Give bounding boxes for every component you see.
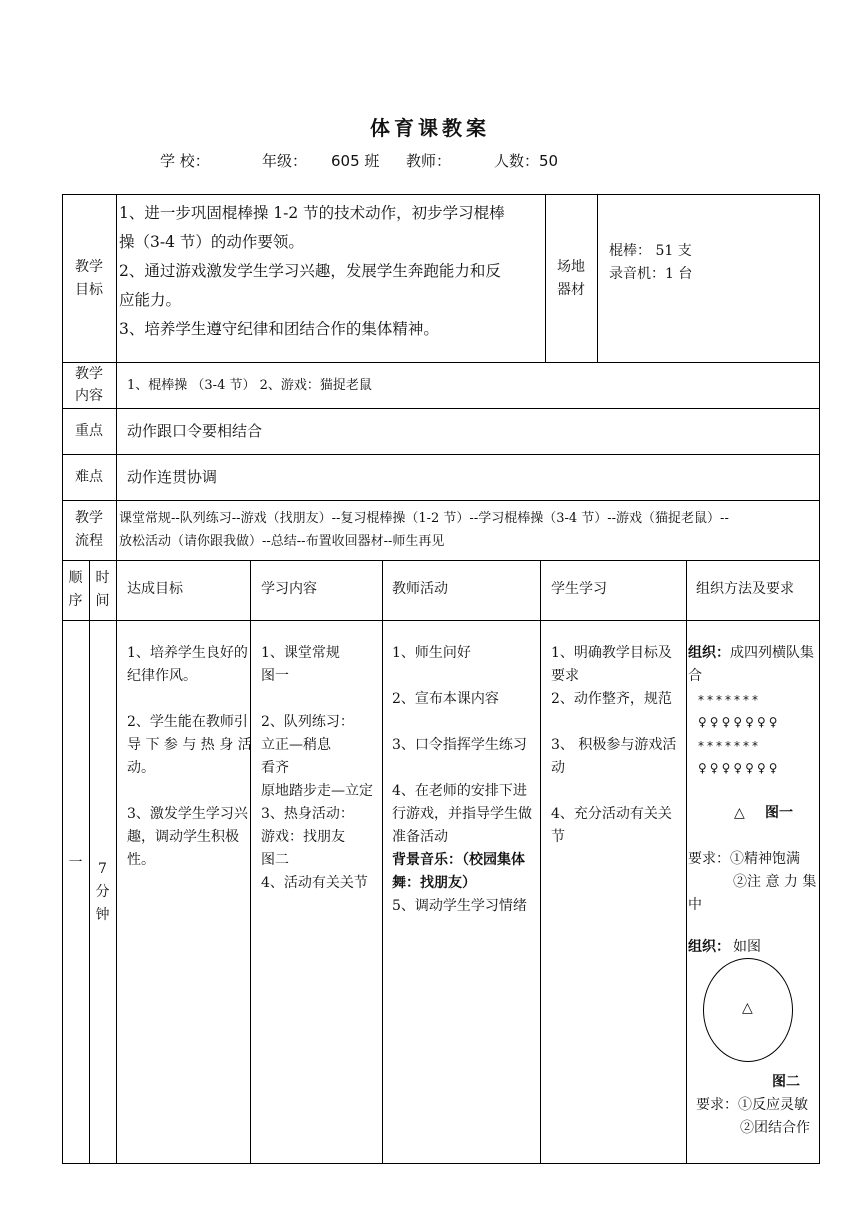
flow-line: 课堂常规--队列练习--游戏（找朋友）--复习棍棒操（1-2 节）--学习棍棒操（3-4 节）--游戏（猫捉老鼠）--	[119, 511, 729, 526]
goal-line: 趣，调动学生积极	[127, 829, 239, 845]
formation-row-stars: *******	[698, 693, 761, 707]
school-label: 学 校：	[160, 152, 210, 170]
student-line: 要求	[551, 668, 579, 684]
org-text: 成四列横队集	[730, 645, 814, 661]
requirement-line: ②注 意 力 集	[733, 874, 817, 890]
difficulty-text: 动作连贯协调	[127, 468, 218, 486]
key-point-label: 重点	[75, 423, 103, 439]
student-line: 动	[551, 760, 565, 776]
goal-line: 动。	[127, 760, 155, 776]
teacher-line: 准备活动	[392, 829, 448, 845]
goal-line: 导 下 参 与 热 身 活	[127, 737, 252, 753]
goal-line: 3、激发学生学习兴	[127, 806, 248, 822]
student-line: 1、明确教学目标及	[551, 645, 672, 661]
header-order-2: 序	[68, 593, 83, 609]
content-label-1: 教学	[75, 366, 103, 382]
venue-label-2: 器材	[557, 282, 585, 298]
header-order-1: 顺	[68, 570, 83, 586]
requirement-line: 要求：①反应灵敏	[696, 1097, 808, 1113]
teacher-line: 行游戏，并指导学生做	[392, 806, 532, 822]
goal-line: 1、培养学生良好的	[127, 645, 248, 661]
venue-item: 棍棒： 51 支	[609, 243, 692, 259]
teacher-line: 3、口令指挥学生练习	[392, 737, 527, 753]
grade-value: 605 班	[331, 152, 380, 170]
difficulty-label: 难点	[75, 469, 103, 485]
content-line: 游戏：找朋友	[261, 829, 345, 845]
flow-label-1: 教学	[75, 510, 103, 526]
content-label-2: 内容	[75, 388, 103, 404]
student-line: 4、充分活动有关关	[551, 806, 672, 822]
org-label: 组织：	[688, 939, 730, 955]
org-label: 组织：	[688, 645, 730, 661]
objective-line: 操（3-4 节）的动作要领。	[119, 233, 304, 251]
student-line: 2、动作整齐，规范	[551, 691, 672, 707]
figure-label: 图二	[772, 1074, 800, 1090]
flow-line: 放松活动（请你跟我做）--总结--布置收回器材--师生再见	[119, 534, 445, 549]
formation-row-stars: *******	[698, 739, 761, 753]
flow-label-2: 流程	[75, 533, 103, 549]
requirement-line: 中	[688, 897, 702, 913]
student-line: 3、 积极参与游戏活	[551, 737, 677, 753]
teacher-line: 2、宣布本课内容	[392, 691, 499, 707]
student-count: 人数：50	[494, 152, 559, 170]
objectives-label-1: 教学	[75, 259, 103, 275]
formation-row-females: ♀♀♀♀♀♀♀	[698, 715, 781, 729]
content-line: 1、课堂常规	[261, 645, 340, 661]
objectives-label-2: 目标	[75, 282, 103, 298]
teacher-line: 5、调动学生学习情绪	[392, 898, 527, 914]
objective-line: 应能力。	[119, 291, 182, 309]
goal-line: 性。	[127, 852, 155, 868]
venue-label-1: 场地	[557, 259, 585, 275]
objective-line: 3、培养学生遵守纪律和团结合作的集体精神。	[119, 320, 439, 338]
header-time-1: 时	[95, 570, 110, 586]
background-music: 舞：找朋友）	[392, 875, 476, 891]
org-text: 如图	[733, 939, 761, 955]
requirement-line: 要求：①精神饱满	[688, 851, 800, 867]
header-teacher-activity: 教师活动	[392, 581, 448, 597]
row-time: 7	[98, 861, 107, 877]
triangle-icon: △	[734, 805, 745, 821]
content-line: 看齐	[261, 760, 289, 776]
triangle-icon: △	[742, 1000, 753, 1016]
figure-label: 图一	[765, 805, 793, 821]
content-line: 2、队列练习：	[261, 714, 354, 730]
content-line: 图二	[261, 852, 289, 868]
objective-line: 2、通过游戏激发学生学习兴趣，发展学生奔跑能力和反	[119, 262, 501, 280]
teacher-label: 教师：	[406, 152, 452, 170]
row-time: 分	[95, 884, 110, 900]
venue-item: 录音机：1 台	[609, 266, 693, 282]
formation-row-females: ♀♀♀♀♀♀♀	[698, 761, 781, 775]
goal-line: 纪律作风。	[127, 668, 197, 684]
content-line: 3、热身活动：	[261, 806, 354, 822]
header-study-content: 学习内容	[261, 581, 317, 597]
header-time-2: 间	[95, 593, 110, 609]
objective-line: 1、进一步巩固棍棒操 1-2 节的技术动作，初步学习棍棒	[119, 204, 505, 222]
teacher-line: 1、师生问好	[392, 645, 471, 661]
grade-label: 年级：	[262, 152, 308, 170]
teacher-line: 4、在老师的安排下进	[392, 783, 527, 799]
header-organization: 组织方法及要求	[696, 581, 794, 597]
content-line: 原地踏步走—立定	[261, 783, 373, 799]
key-point-text: 动作跟口令要相结合	[127, 422, 263, 440]
header-goal: 达成目标	[127, 581, 183, 597]
content-line: 4、活动有关关节	[261, 875, 368, 891]
row-time: 钟	[95, 907, 110, 923]
requirement-line: ②团结合作	[740, 1120, 810, 1136]
org-text: 合	[688, 668, 702, 684]
background-music: 背景音乐：（校园集体	[392, 852, 525, 868]
page-title: 体育课教案	[370, 116, 490, 140]
goal-line: 2、学生能在教师引	[127, 714, 248, 730]
content-line: 立正—稍息	[261, 737, 331, 753]
student-line: 节	[551, 829, 565, 845]
header-student-study: 学生学习	[551, 581, 607, 597]
row-order: 一	[68, 855, 83, 871]
content-line: 图一	[261, 668, 289, 684]
content-text: 1、棍棒操 （3-4 节） 2、游戏：猫捉老鼠	[127, 378, 372, 393]
